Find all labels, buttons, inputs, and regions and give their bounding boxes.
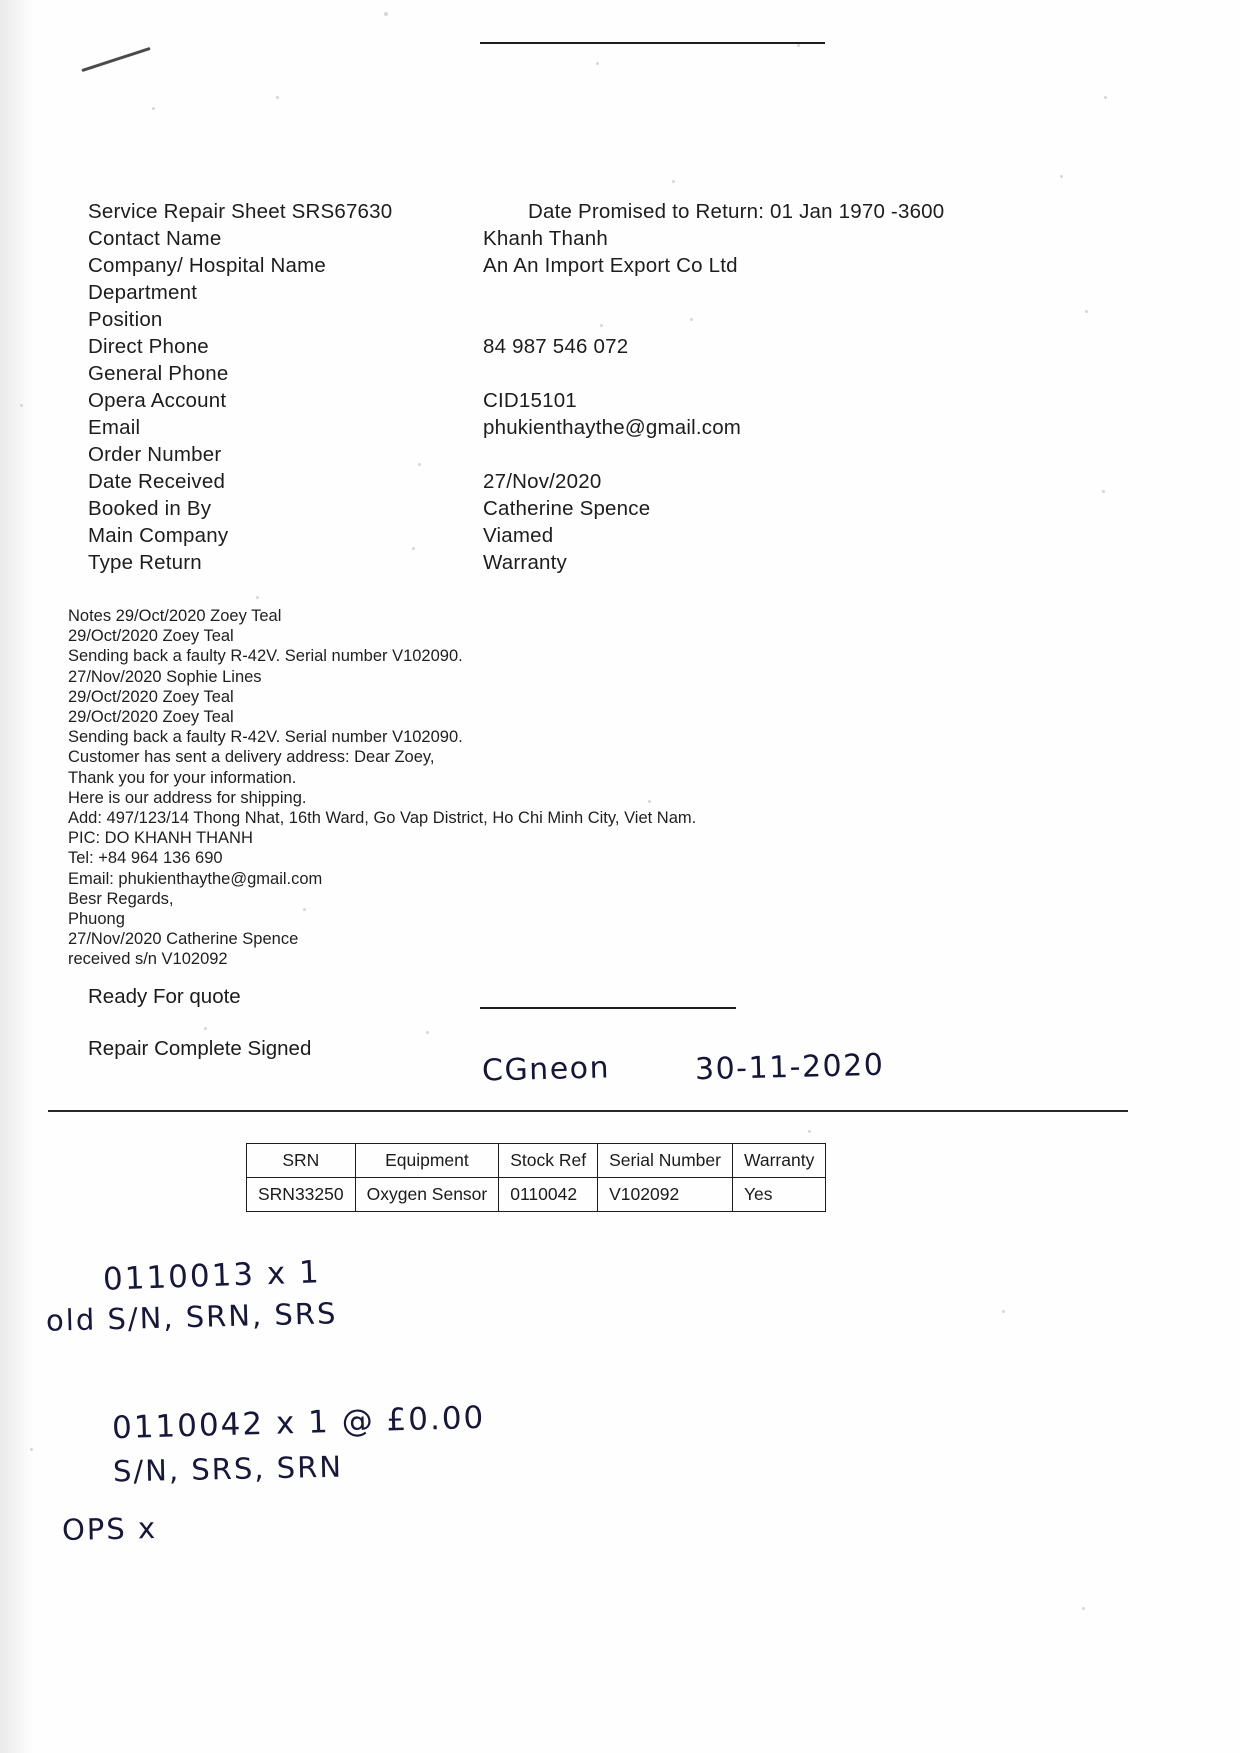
handwritten-note-part-old: 0110013 x 1 [102,1254,322,1298]
handwritten-note-new-serial: S/N, SRS, SRN [112,1449,344,1489]
field-row-type-return [88,551,1088,578]
label-general-phone: General Phone [88,362,229,385]
scan-speck [797,44,800,47]
notes-line: 29/Oct/2020 Zoey Teal [68,627,234,646]
value-direct-phone: 84 987 546 072 [483,335,629,358]
field-row-department [88,281,1088,308]
ready-for-quote-signature-line [480,1007,736,1009]
notes-line: Sending back a faulty R-42V. Serial number V102090. [68,728,463,747]
ready-for-quote-row [88,985,1098,1037]
notes-line: Tel: +84 964 136 690 [68,849,223,868]
notes-line: Add: 497/123/14 Thong Nhat, 16th Ward, Go Vap District, Ho Chi Minh City, Viet Nam. [68,809,697,828]
scan-speck [1102,490,1105,493]
field-row-opera-account [88,389,1088,416]
value-contact-name: Khanh Thanh [483,227,608,250]
handwritten-signature: CGneon [481,1050,611,1089]
value-type-return: Warranty [483,551,567,574]
cell-serial-number: V102092 [598,1178,733,1212]
scan-speck [1082,1607,1085,1610]
section-divider [48,1110,1128,1112]
scan-speck [672,180,675,183]
scan-edge-shadow [0,0,34,1753]
scan-speck [20,404,23,407]
scan-speck [30,1448,33,1451]
field-row-booked-in-by [88,497,1088,524]
table-header-row [247,1144,826,1178]
column-header-serial-number: Serial Number [598,1144,733,1178]
field-row-company-hospital-name [88,254,1088,281]
header-fields [88,200,1088,578]
label-opera-account: Opera Account [88,389,227,412]
cell-srn: SRN33250 [247,1178,356,1212]
field-row-main-company [88,524,1088,551]
scan-speck [1002,1310,1005,1313]
value-booked-in-by: Catherine Spence [483,497,651,520]
label-order-number: Order Number [88,443,222,466]
scan-speck [808,1130,811,1133]
scan-speck [1104,96,1107,99]
notes-line: 29/Oct/2020 Zoey Teal [68,708,234,727]
label-direct-phone: Direct Phone [88,335,209,358]
label-date-received: Date Received [88,470,226,493]
handwritten-signature-date: 30-11-2020 [694,1047,885,1088]
repair-complete-signature-line [480,42,825,44]
notes-line: received s/n V102092 [68,950,228,969]
notes-line: PIC: DO KHANH THANH [68,829,253,848]
scan-corner-mark [81,47,150,72]
scan-speck [276,96,279,99]
scan-speck [1060,175,1063,178]
handwritten-note-ops: OPS x [61,1511,158,1547]
date-promised-to-return: Date Promised to Return: 01 Jan 1970 -3600 [528,200,945,223]
label-repair-complete-signed: Repair Complete Signed [88,1037,312,1060]
field-row-contact-name [88,227,1088,254]
notes-line: Thank you for your information. [68,768,297,787]
value-date-received: 27/Nov/2020 [483,470,602,493]
field-row-general-phone [88,362,1088,389]
column-header-srn: SRN [247,1144,356,1178]
label-booked-in-by: Booked in By [88,497,212,520]
page-title: Service Repair Sheet SRS67630 [88,200,393,223]
scan-speck [256,596,259,599]
notes-line: 29/Oct/2020 Zoey Teal [68,687,234,706]
notes-block [68,606,1088,970]
label-ready-for-quote: Ready For quote [88,985,241,1008]
notes-line: 27/Nov/2020 Sophie Lines [68,667,262,686]
cell-stock-ref: 0110042 [499,1178,598,1212]
field-row-date-received [88,470,1088,497]
notes-line: Here is our address for shipping. [68,788,307,807]
field-row-email [88,416,1088,443]
label-email: Email [88,416,141,439]
notes-line: Besr Regards, [68,889,174,908]
field-row-position [88,308,1088,335]
scan-speck [596,62,599,65]
column-header-equipment: Equipment [355,1144,499,1178]
handwritten-note-part-new: 0110042 x 1 @ £0.00 [111,1399,486,1447]
scan-speck [384,12,388,16]
field-row-direct-phone [88,335,1088,362]
label-department: Department [88,281,198,304]
field-row-title [88,200,1088,227]
scan-speck [152,107,155,110]
cell-warranty: Yes [732,1178,825,1212]
notes-line: Email: phukienthaythe@gmail.com [68,869,323,888]
table-row [247,1178,826,1212]
value-main-company: Viamed [483,524,554,547]
column-header-stock-ref: Stock Ref [499,1144,598,1178]
column-header-warranty: Warranty [732,1144,825,1178]
field-row-order-number [88,443,1088,470]
handwritten-note-old-serial: old S/N, SRN, SRS [45,1296,338,1338]
cell-equipment: Oxygen Sensor [355,1178,499,1212]
value-opera-account: CID15101 [483,389,577,412]
notes-line: Phuong [68,910,125,929]
notes-line: Notes 29/Oct/2020 Zoey Teal [68,607,282,625]
parts-table [246,1143,826,1212]
notes-line: 27/Nov/2020 Catherine Spence [68,930,299,949]
value-company-hospital-name: An An Import Export Co Ltd [483,254,738,277]
label-type-return: Type Return [88,551,202,574]
label-contact-name: Contact Name [88,227,222,250]
notes-line: Customer has sent a delivery address: Dear Zoey, [68,748,435,767]
value-email: phukienthaythe@gmail.com [483,416,742,439]
notes-line: Sending back a faulty R-42V. Serial number V102090. [68,647,463,666]
label-position: Position [88,308,163,331]
label-main-company: Main Company [88,524,229,547]
label-company-hospital-name: Company/ Hospital Name [88,254,326,277]
